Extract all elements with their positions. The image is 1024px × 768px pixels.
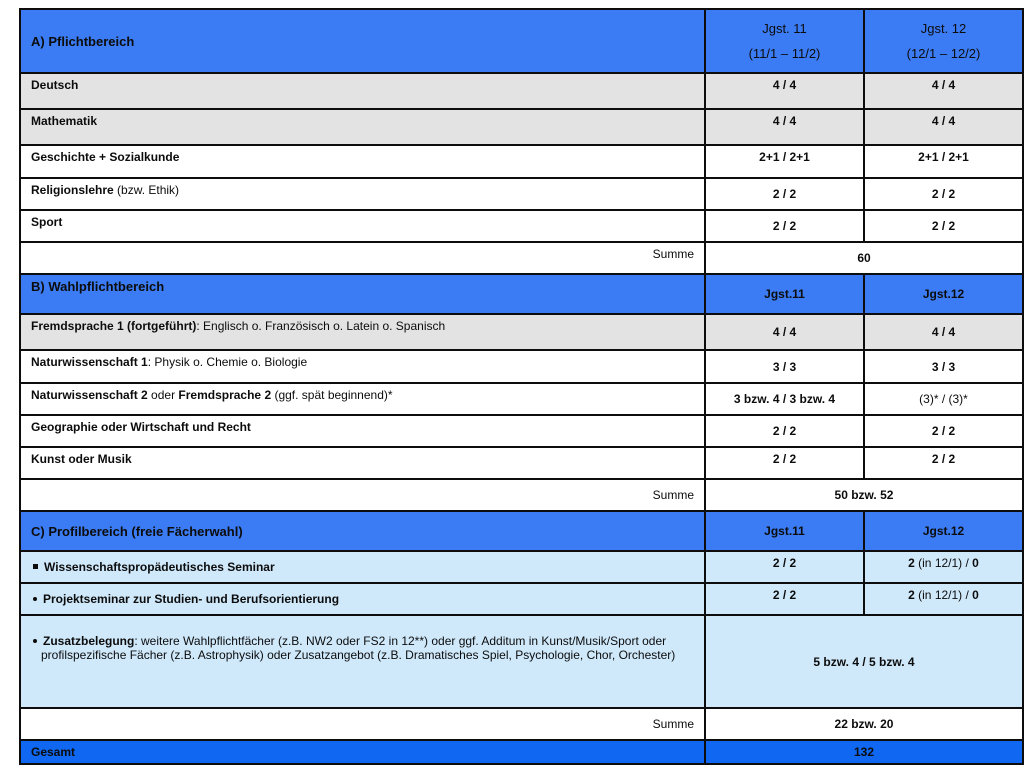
table-row (20, 383, 1023, 415)
subject-naturwissenschaft1: Naturwissenschaft 1: Physik o. Chemie o. Biologie (20, 350, 705, 383)
hours-jgst11: 2 / 2 (705, 210, 864, 242)
table-row (20, 210, 1023, 242)
hours-jgst12: 2 / 2 (864, 210, 1023, 242)
hours-jgst11: 2 / 2 (705, 178, 864, 210)
hours-jgst11: 2 / 2 (705, 583, 864, 615)
hours-jgst12: 2 (in 12/1) / 0 (864, 583, 1023, 615)
hours-jgst12: 2 / 2 (864, 447, 1023, 479)
hours-jgst11: 2 / 2 (705, 551, 864, 583)
section-a-col1-header: Jgst. 11 (11/1 – 11/2) (705, 9, 864, 73)
hours-jgst12: (3)* / (3)* (864, 383, 1023, 415)
subject-sport: Sport (20, 210, 705, 242)
table-row (20, 447, 1023, 479)
subject-kunst-musik: Kunst oder Musik (20, 447, 705, 479)
table-row (20, 73, 1023, 109)
total-label: Gesamt (20, 740, 705, 764)
subject-w-seminar: Wissenschaftspropädeutisches Seminar (20, 551, 705, 583)
section-b-col2-header: Jgst.12 (864, 274, 1023, 314)
table-row (20, 178, 1023, 210)
table-row (20, 145, 1023, 178)
hours-jgst11: 3 bzw. 4 / 3 bzw. 4 (705, 383, 864, 415)
hours-jgst12: 4 / 4 (864, 314, 1023, 350)
table-row (20, 615, 1023, 708)
bullet-icon (33, 639, 37, 643)
subject-geographie: Geographie oder Wirtschaft und Recht (20, 415, 705, 447)
hours-jgst11: 2 / 2 (705, 447, 864, 479)
section-a-col2-header: Jgst. 12 (12/1 – 12/2) (864, 9, 1023, 73)
hours-jgst11: 4 / 4 (705, 314, 864, 350)
hours-jgst11: 2+1 / 2+1 (705, 145, 864, 178)
subject-mathematik: Mathematik (20, 109, 705, 145)
hours-jgst12: 2 / 2 (864, 415, 1023, 447)
section-b-col1-header: Jgst.11 (705, 274, 864, 314)
zusatz-hours: 5 bzw. 4 / 5 bzw. 4 (705, 615, 1023, 708)
section-c-col1-header: Jgst.11 (705, 511, 864, 551)
table-row (20, 350, 1023, 383)
section-b-header (20, 274, 1023, 314)
square-bullet-icon (33, 564, 38, 569)
hours-jgst12: 4 / 4 (864, 73, 1023, 109)
subject-zusatzbelegung: Zusatzbelegung: weitere Wahlpflichtfächer (z.B. NW2 oder FS2 in 12**) oder ggf. Additum in Kunst/Musik/Sport oder profilspezifische Fächer (z.B. Astrophysik) oder Zusatzangebot (z.B. Dramatisches Spiel, Psychologie, Chor, Orchester) (20, 615, 705, 708)
sum-label: Summe (20, 708, 705, 740)
course-hours-table (19, 8, 1024, 765)
subject-geschichte: Geschichte + Sozialkunde (20, 145, 705, 178)
sum-label: Summe (20, 479, 705, 511)
table-row (20, 551, 1023, 583)
total-value: 132 (705, 740, 1023, 764)
hours-jgst12: 2 / 2 (864, 178, 1023, 210)
table-row (20, 109, 1023, 145)
section-c-col2-header: Jgst.12 (864, 511, 1023, 551)
hours-jgst11: 4 / 4 (705, 73, 864, 109)
subject-p-seminar: Projektseminar zur Studien- und Berufsorientierung (20, 583, 705, 615)
section-c-sum-value: 22 bzw. 20 (705, 708, 1023, 740)
section-a-header (20, 9, 1023, 73)
section-c-title: C) Profilbereich (freie Fächerwahl) (20, 511, 705, 551)
table-row (20, 314, 1023, 350)
subject-fremdsprache1: Fremdsprache 1 (fortgeführt): Englisch o. Französisch o. Latein o. Spanisch (20, 314, 705, 350)
subject-deutsch: Deutsch (20, 73, 705, 109)
subject-naturwissenschaft2: Naturwissenschaft 2 oder Fremdsprache 2 (ggf. spät beginnend)* (20, 383, 705, 415)
sum-label: Summe (20, 242, 705, 274)
bullet-icon (33, 597, 37, 601)
section-b-sum-value: 50 bzw. 52 (705, 479, 1023, 511)
hours-jgst12: 2+1 / 2+1 (864, 145, 1023, 178)
section-c-header (20, 511, 1023, 551)
subject-religionslehre: Religionslehre (bzw. Ethik) (20, 178, 705, 210)
table-row (20, 415, 1023, 447)
hours-jgst12: 2 (in 12/1) / 0 (864, 551, 1023, 583)
section-c-sum-row (20, 708, 1023, 740)
section-b-sum-row (20, 479, 1023, 511)
hours-jgst11: 4 / 4 (705, 109, 864, 145)
hours-jgst11: 2 / 2 (705, 415, 864, 447)
table-row (20, 583, 1023, 615)
section-b-title: B) Wahlpflichtbereich (20, 274, 705, 314)
total-row (20, 740, 1023, 764)
hours-jgst12: 3 / 3 (864, 350, 1023, 383)
section-a-sum-value: 60 (705, 242, 1023, 274)
section-a-sum-row (20, 242, 1023, 274)
hours-jgst12: 4 / 4 (864, 109, 1023, 145)
section-a-title: A) Pflichtbereich (20, 9, 705, 73)
hours-jgst11: 3 / 3 (705, 350, 864, 383)
